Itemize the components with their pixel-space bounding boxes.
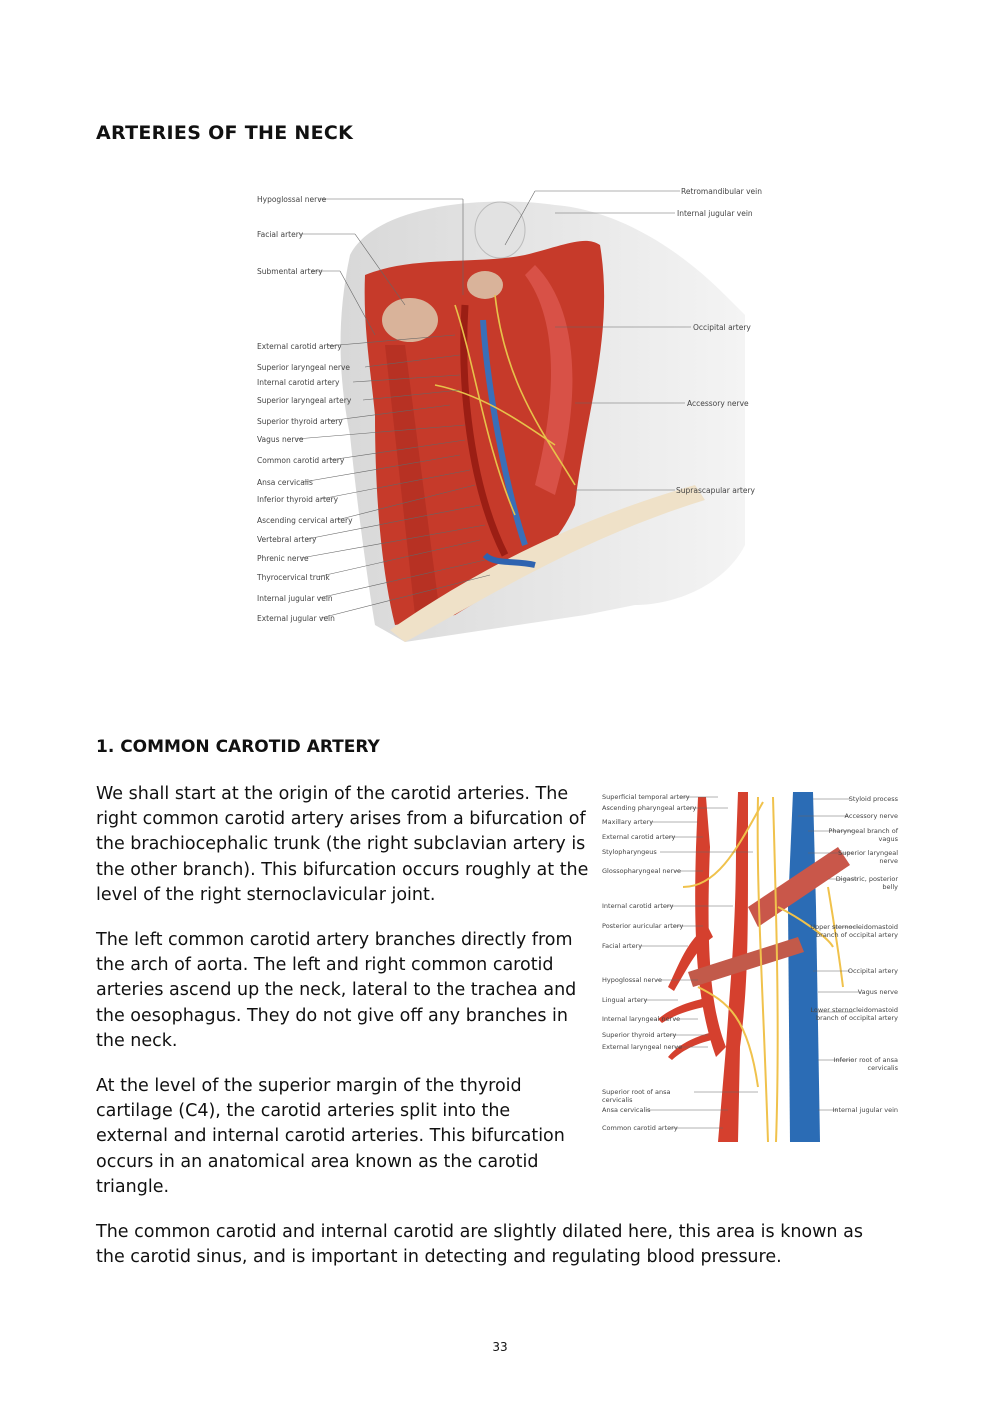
figure-label: Posterior auricular artery — [602, 922, 684, 930]
figure-label: Internal laryngeal nerve — [602, 1015, 681, 1023]
figure-label: Internal jugular vein — [257, 594, 333, 603]
figure-label: Facial artery — [602, 942, 643, 950]
figure-label: External carotid artery — [257, 342, 342, 351]
figure-label: Inferior thyroid artery — [257, 495, 339, 504]
figure-label: Internal carotid artery — [602, 902, 674, 910]
figure-label: Superior thyroid artery — [257, 417, 343, 426]
figure-label: Common carotid artery — [602, 1124, 678, 1132]
figure-label: Suprascapular artery — [676, 486, 755, 495]
figure-label: Thyrocervical trunk — [257, 573, 330, 582]
figure-label: Vagus nerve — [857, 988, 898, 996]
figure-label: Hypoglossal nerve — [257, 195, 327, 204]
figure-label: Digastric, posterior belly — [835, 875, 898, 891]
figure-label: Facial artery — [257, 230, 304, 239]
figure-label: Accessory nerve — [687, 399, 749, 408]
page-title: ARTERIES OF THE NECK — [96, 122, 354, 144]
figure-label: Phrenic nerve — [257, 554, 309, 563]
section-heading: 1. COMMON CAROTID ARTERY — [96, 737, 380, 757]
figure-label: Retromandibular vein — [681, 187, 762, 196]
figure-label: Vertebral artery — [257, 535, 317, 544]
figure-label: Ansa cervicalis — [257, 478, 313, 487]
paragraph: The left common carotid artery branches directly from the arch of aorta. The left and right common carotid arteries ascend up the neck, lateral to the trachea and the oesophagus. They do not give off any branches in the neck. — [96, 930, 577, 1051]
figure-label: Accessory nerve — [844, 812, 898, 820]
figure-label: Superior laryngeal nerve — [838, 849, 898, 865]
neck-dissection-figure — [255, 185, 762, 642]
figure-label: Hypoglossal nerve — [602, 976, 663, 984]
figure-label: Lingual artery — [602, 996, 648, 1004]
figure-label: Styloid process — [848, 795, 898, 803]
figure-label: Occipital artery — [847, 967, 898, 975]
figure-label: Glossopharyngeal nerve — [602, 867, 682, 875]
figure-label: Internal carotid artery — [257, 378, 340, 387]
figure-label: Upper sternocleidomastoid branch of occipital artery — [810, 923, 898, 939]
figure-label: Ascending pharyngeal artery — [602, 804, 697, 812]
figure-label: Superior laryngeal artery — [257, 396, 352, 405]
figure-label: Ascending cervical artery — [257, 516, 353, 525]
paragraph: We shall start at the origin of the carotid arteries. The right common carotid artery arises from a bifurcation of the brachiocephalic trunk (the right subclavian artery is the other branch). This bifurcation occurs roughly at the level of the right sternoclavicular joint. — [96, 784, 589, 905]
figure-label: Superior thyroid artery — [602, 1031, 677, 1039]
figure-label: Maxillary artery — [602, 818, 654, 826]
paragraph: The common carotid and internal carotid are slightly dilated here, this area is known as the carotid sinus, and is important in detecting and regulating blood pressure. — [96, 1222, 863, 1268]
figure-label: Superior root of ansa cervicalis — [602, 1088, 671, 1104]
figure-label: Stylopharyngeus — [602, 848, 657, 856]
page-number: 33 — [492, 1340, 508, 1354]
figure-label: Internal jugular vein — [832, 1106, 898, 1114]
figure-label: Internal jugular vein — [677, 209, 753, 218]
figure-label: Ansa cervicalis — [602, 1106, 651, 1114]
figure-label: Inferior root of ansa cervicalis — [833, 1056, 898, 1072]
paragraph: At the level of the superior margin of the thyroid cartilage (C4), the carotid arteries split into the external and internal carotid arteries. This bifurcation occurs in an anatomical area known as the carotid triangle. — [96, 1076, 565, 1197]
figure-label: External carotid artery — [602, 833, 676, 841]
figure-label: External laryngeal nerve — [602, 1043, 683, 1051]
figure-label: Superficial temporal artery — [602, 793, 690, 801]
figure-label: Vagus nerve — [257, 435, 304, 444]
figure-label: Common carotid artery — [257, 456, 345, 465]
figure-label: Lower sternocleidomastoid branch of occipital artery — [810, 1006, 898, 1022]
figure-label: Superior laryngeal nerve — [257, 363, 351, 372]
carotid-branches-figure — [598, 787, 900, 1142]
figure-label: Pharyngeal branch of vagus — [828, 827, 898, 843]
figure-label: Submental artery — [257, 267, 323, 276]
figure-label: External jugular vein — [257, 614, 335, 623]
figure-label: Occipital artery — [693, 323, 751, 332]
